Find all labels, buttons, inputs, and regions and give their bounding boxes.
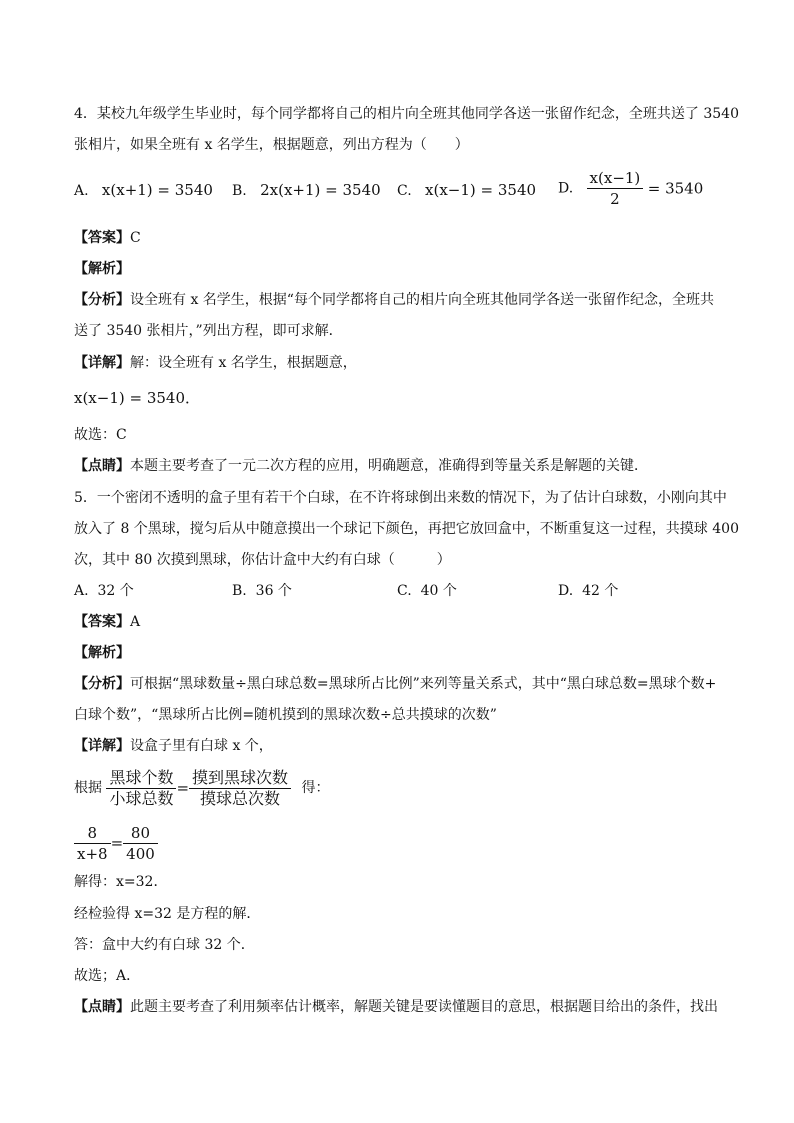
q4-answer: 【答案】C — [74, 230, 141, 246]
q5-stem-line2: 放入了 8 个黑球，搅匀后从中随意摸出一个球记下颜色，再把它放回盒中，不断重复这一过程，共摸球 400 — [74, 521, 739, 537]
q5-numeric-equation: $\frac{8}{x+8}$ = $\frac{80}{400}$ — [74, 823, 158, 863]
q5-fraction-80-over-400: $\frac{80}{400}$ — [123, 824, 158, 863]
q4-comment: 【点睛】本题主要考查了一元二次方程的应用，明确题意，准确得到等量关系是解题的关键． — [74, 458, 648, 474]
q4-stem-line2: 张相片，如果全班有 x 名学生，根据题意，列出方程为（ ） — [74, 137, 469, 153]
q5-fraction-8-over-x-plus-8: $\frac{8}{x+8}$ — [74, 824, 111, 863]
q5-ratio-equation: 根据 $\frac{\text{黑球个数}}{\text{小球总数}}$ = $\frac{\text{摸到黑球次数}}{\text{摸球总次数}}$ 得： — [74, 767, 330, 808]
q4-stem-line1: 4．某校九年级学生毕业时，每个同学都将自己的相片向全班其他同学各送一张留作纪念，全班共送了 3540 — [74, 106, 739, 122]
q5-option-c: C. 40 个 — [397, 583, 457, 599]
q4-choice: 故选：C — [74, 427, 127, 443]
q5-answer: 【答案】A — [74, 614, 141, 630]
q5-detail-line1: 【详解】设盒子里有白球 x 个， — [74, 738, 273, 754]
q5-analysis-tag: 【解析】 — [74, 645, 130, 661]
q5-fenxi-line1: 【分析】可根据“黑球数量÷黑白球总数=黑球所占比例”来列等量关系式，其中“黑白球总数=黑球个数+ — [74, 676, 717, 692]
q5-stem-line1: 5．一个密闭不透明的盒子里有若干个白球，在不许将球倒出来数的情况下，为了估计白球数，小刚向其中 — [74, 490, 727, 506]
q5-choice: 故选；A． — [74, 968, 141, 984]
q4-option-a: A. x(x+1) = 3540 — [74, 181, 213, 199]
q4-option-c: C. x(x−1) = 3540 — [397, 181, 537, 199]
q5-fraction-draw-ratio: $\frac{\text{摸到黑球次数}}{\text{摸球总次数}}$ — [189, 769, 291, 808]
q5-fenxi-line2: 白球个数”，“黑球所占比例=随机摸到的黑球次数÷总共摸球的次数” — [74, 707, 497, 723]
q5-stem-line3: 次，其中 80 次摸到黑球，你估计盒中大约有白球（ ） — [74, 552, 451, 568]
q5-fraction-ball-ratio: $\frac{\text{黑球个数}}{\text{小球总数}}$ — [106, 769, 176, 808]
q4-fenxi-line1: 【分析】设全班有 x 名学生，根据“每个同学都将自己的相片向全班其他同学各送一张留作纪念，全班共 — [74, 292, 714, 308]
q5-option-a: A. 32 个 — [74, 583, 134, 599]
q5-option-d: D. 42 个 — [558, 583, 619, 599]
q4-analysis-tag: 【解析】 — [74, 261, 130, 277]
q5-check: 经检验得 x=32 是方程的解． — [74, 906, 261, 922]
q5-comment: 【点睛】此题主要考查了利用频率估计概率，解题关键是要读懂题目的意思，根据题目给出的条件，找出 — [74, 999, 718, 1015]
q4-option-d: D. $\frac{x(x-1)}{2}$ = 3540 — [558, 169, 704, 208]
q4-option-b: B. 2x(x+1) = 3540 — [232, 181, 381, 199]
q5-reply: 答：盒中大约有白球 32 个． — [74, 937, 255, 953]
q5-option-b: B. 36 个 — [232, 583, 292, 599]
q4-fenxi-line2: 送了 3540 张相片，”列出方程，即可求解． — [74, 323, 343, 339]
q5-solve: 解得：x=32． — [74, 874, 168, 890]
q4-detail-equation: x(x−1) = 3540． — [74, 389, 201, 407]
q4-option-d-fraction: $\frac{x(x-1)}{2}$ — [587, 169, 644, 208]
q4-detail-line1: 【详解】解：设全班有 x 名学生，根据题意， — [74, 355, 357, 371]
